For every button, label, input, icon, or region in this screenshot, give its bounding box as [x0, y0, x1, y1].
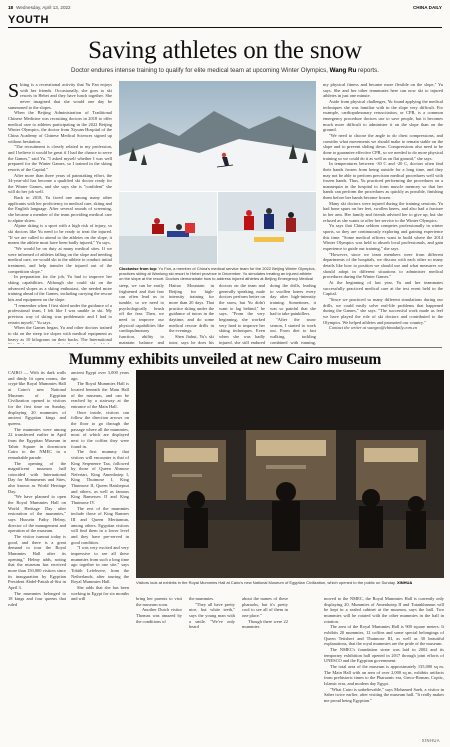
paragraph: When the Beijing Administration of Traditional Chinese Medicine was recruiting doctors in 2018 to offer medical care to athletes participating in the 2022 Beijing Winter Olympics, the doctor from Xiyuan Hospital of the China Academy of Chinese Medical Sciences signed up without hesitation. [8, 110, 112, 144]
paragraph: The area of the Royal Mummies Hall is 900 square meters. It exhibits 20 mummies, 12 coffins and some special belongings of Queen Tetisheri and Thutmose III, as well as 30 beautiful explanations, that the royal mummies are the pride of the museum. [324, 624, 444, 647]
headline-2: Mummy exhibits unveiled at new Cairo museum [68, 351, 382, 368]
paragraph: "I remember when I first skied under the guidance of a professional team, I felt like I was unable to ski. My previous way of skiing was problematic and I had to retrain myself," Yu says. [8, 302, 112, 325]
paragraph: In preparation for the job, Yu had to improve her skiing capabilities. Although she could ski on the advanced slopes as a skiing enthusiast, she needed more training ahead of the Games, including carrying the rescue kits and equipment on the slope. [8, 274, 112, 302]
paragraph: At the beginning of last year, Yu and her teammates successfully practiced medical care at the test event held in the Capital. [323, 279, 443, 297]
section-title: YOUTH [8, 14, 442, 28]
paragraph: "We need to choose the angle to do chest compressions, and consider what movements we should make to remain stable on the slope and to prevent sliding down. Compressions also need to be done to guarantee effective CPR, so we needed to do more physical training so we could do it as well as on flat ground," she says. [323, 132, 443, 161]
paragraph: The visitor turnout today is good, and there is a great demand to tour the Royal Mummies Hall after its opening," Helmy adds, noting that the museum has received more than 150,000 visitors since its inauguration by Egyptian President Abdel-Fattah al-Sisi in April 3. [8, 534, 66, 590]
contact-line: Contact the writer at wangru@chinadaily.com.cn [329, 325, 418, 331]
paragraph: moved to the NMEC, the Royal Mummies Hall is currently only displaying 20. Mummies of Amenhotep II and Tutankhamun will be kept in a sealed cabinet at the museum, says the hall. Two mummies will be rotated with the other mummies in the hall in rotation. [324, 596, 444, 624]
paragraph: doctors on the team and generally speaking, male doctors perform better on the snow, but Yu didn't want to lag behind," he says. "From the very beginning, she worked very hard to improve her skiing techniques. Even when she was badly injured, she still endured [219, 283, 265, 345]
article1-column-2 [119, 283, 164, 345]
paragraph: Back in 2018, Yu faced one among many other applicants with her proficiency in medical care, skiing and the English language. After several rounds of screening, she became a member of the team providing medical care to alpine skiers. [8, 195, 112, 223]
paragraph: "However, since we team members were from different departments of the hospitals, we discuss with each other so many details like how to position we should use and what measures we should adopt in different situations to administer medical procedures during the Winter Games." [323, 251, 443, 280]
article2-column-1 [8, 370, 66, 730]
deck-text: Doctor endures intense training to qualify for elite medical team at upcoming Winter Olympics, [71, 67, 328, 74]
photo-caption-1 [119, 266, 316, 282]
photo-caption-2 [136, 580, 444, 593]
paragraph: The NMEC's foundation stone was laid in 2002 and its temporary exhibition hall opened in 2017 through joint efforts of UNESCO and the Egyptian government. [324, 646, 444, 664]
article1-column-6 [323, 82, 443, 345]
article-divider [8, 347, 442, 348]
paragraph: The total area of the museum is approximately 135,000 sq m. The Main Hall with an area of over 2,000 sq m, exhibits artifacts from prehistoric times to the Pharaonic era, Greco-Roman, Coptic, Islamic eras, and modern day Egypt. [324, 663, 444, 686]
paragraph: Yu says that China seldom competes professionally in winter sports, so they are continuously exploring and gaining experience this time. "Some medical officers want to build where the 2014 Winter Olympics was held to absorb local professionals, and gain experience to guide our training," she says. [323, 223, 443, 252]
paper-name: CHINA DAILY [412, 5, 442, 10]
paragraph: Shen Jiahui, Yu's ski tutor, says he does his [169, 333, 214, 345]
paragraph: Aside from physical challenges, Yu found applying the medical techniques she was familiar with in the slope very difficult. For example, cardiopulmonary resuscitation, or CPR, is a common emergency procedure doctors use to save people, but it becomes much more difficult to administer it on the slope than on the ground. [323, 98, 443, 133]
paragraph: She adds that she has been working in Egypt for six months and will [71, 584, 129, 602]
paragraph: Once inside, visitors can follow the direction arrows on the floor to go through the passage where all the mummies, most of which are displayed next to the coffins they were found in. [71, 409, 129, 449]
paragraph: Though there were 22 mummies [242, 618, 288, 630]
paragraph: "The recruitment is closely related to my profession, and I believe it would be great if I had the chance to serve the Games," said Yu. "I asked myself whether I was well prepared for the Winter Games, so I trained in the skiing resorts of the Capital." [8, 144, 112, 172]
paragraph: Many ski doctors were injured during the training sessions. Yu had bone spurs on her feet, swollen knees, and also had a fracture in her arm. Her family and friends advised her to give up, but she refused as she wants to offer her service to the Winter Olympics. [323, 200, 443, 223]
paragraph: about the names of these pharaohs, but it's pretty cool to see all of them in one place." [242, 596, 288, 618]
drop-cap: S [8, 82, 20, 102]
paragraph: "After the snow season, I started to work out. From diet to fast walking, tackling combined with running, [270, 316, 316, 345]
paragraph: the mummies. [189, 596, 215, 601]
paragraph: ancient Egypt over 3,000 years ago. [71, 370, 129, 381]
issue-date: Wednesday, April 13, 2022 [16, 5, 71, 10]
caption-credit [154, 281, 225, 282]
caption-text: Yu Fan, a member of China's medical service team for the 2022 Beijing Winter Olympics, practices skiing at Wanlong ski resort in Hebei province in December. Yu simulates treating an injured athlete on the slope at the resort. Doctors demonstrate how to address injured athletes at Beijing Emergency Medical [119, 266, 316, 281]
article1-column-1 [8, 82, 112, 344]
deck [0, 67, 450, 74]
paragraph: The mummies were among 22 transferred earlier in April from the Egyptian Museum in Tahrir Square in downtown Cairo to the NMEC in a remarkable parade. [8, 426, 66, 460]
paragraph: The rest of the mummies include those of King Ramses III and Queen Meritamun, among others. Egyptian visitors will find them in a lower level and they have pre-served in good condition. [71, 505, 129, 545]
caption-lead: Clockwise from top: [119, 266, 158, 271]
paragraph: Alpine skiing is a sport with a high risk of injury, so ski doctors like Yu need to be ready to treat the injured. "If we are called to attend to the athletes on the slope, it means the athlete must have been badly injured," Yu says. [8, 223, 112, 246]
byline: Wang Ru [329, 67, 357, 74]
article2-column-5 [242, 596, 288, 636]
paragraph: The mummies belonged to 18 kings and four queens that ruled [8, 590, 66, 607]
paragraph: The first mummy that visitors will encounter is that of King Seqenenre Taa, followed by those of Queen Ahmose Nefertari, King Amenhotep I, King Thutmose I, King Thutmose II, Queen Hatshepsut and others, as well as famous King Ramesses II and King Thutmose IV. [71, 449, 129, 506]
photo-skiing-collage [119, 81, 316, 264]
paragraph: "We have planned to open the Royal Mummies Hall on World Heritage Day after restoration of the mummies," says Hussein Fathy Helmy, director of the management and operation of the museum. [8, 494, 66, 534]
article1-column-4 [219, 283, 265, 345]
article2-column-4 [189, 596, 235, 636]
paragraph: steep, we can be easily frightened and that fear can often lead us to tumble, so we need to psychologically brush off the fear. Then, we need to improve our physical capabilities like cardiopulmonary function, ability to maintain balance and [119, 283, 164, 345]
paragraph: my physical fitness and became more flexible on the slope," Yu says. She and her other teammates here can now ski to injured athletes in just one minute. [323, 82, 443, 99]
article1-column-3 [169, 283, 214, 345]
article2-column-2 [71, 370, 129, 730]
caption-2-text: Visitors look at exhibits in the Royal Mummies Hall at Cairo's new National Museum of Egyptian Civilization, which opened to the public on Sunday. [136, 580, 396, 585]
paragraph: "What Cairo is unbelievable," says Mohamed Saeb, a visitor in Saber twice earlier, after visiting the museum hall. "It really makes me proud being Egyptian." [324, 686, 444, 703]
caption-2-credit: XINHUA [396, 580, 413, 585]
folio-left [8, 5, 71, 10]
paragraph: The opening of the magnificent museum hall coincided with International Day for Monuments and Sites, also known as World Heritage Day. [8, 460, 66, 494]
paragraph: Another Dutch visitor Thomas was amazed by the conditions of [136, 607, 182, 624]
article1-column-5 [270, 283, 316, 345]
paragraph: In temperatures between -30 C and -20 C, doctors often find their hands frozen from being outside for a long time, and they may not be able to perform precision medical procedures well with frozen hands. Thus, Yu practiced performing the procedures on a mannequin in the hospital to form muscle memory so that her hands can perform the procedures as quickly as possible, finishing them before her hands become frozen. [323, 161, 443, 201]
headline: Saving athletes on the snow [88, 37, 362, 64]
article2-column-6 [324, 596, 444, 736]
paragraph: kiing is a recreational activity that Yu Fan enjoys with her friends. Occasionally, she goes to ski resorts in Hebei and they have lunch together. She never imagined that she would one day be summoned to the slopes. [8, 82, 112, 110]
paragraph: The Royal Mummies Hall is located beneath the Main Hall of the museum, and can be reached by a stairway at the entrance of the Main Hall. [71, 381, 129, 409]
skiing-photo-image [119, 81, 316, 264]
paragraph: Haituo Mountain in Beijing for high-intensity training for more than 20 days. That practice skiing under the guidance of tutors in the daytime, and do some medical rescue drills in the evenings. [169, 283, 214, 334]
byline-suffix: reports. [357, 67, 379, 74]
mummy-hall-photo-image [136, 370, 444, 578]
paragraph: doing the drills, leading to swollen knees every day after high-intensity training. Sometimes, it was so painful that she had to take painkillers. [270, 283, 316, 317]
paragraph: bring her parents to visit the museum soon. [136, 596, 182, 607]
paragraph: "Since we practiced so many different simulations during our drills, we could easily solve real-life problems that happened during the Games," she says. "The successful work made us feel we have played the role of ski doctors and contributed to the Olympics. We helped athletes and promoted our country." [323, 296, 443, 325]
page-folio [8, 5, 442, 13]
paragraph: When the Games began, Yu and other doctors trained to ski on the steep ice slopes with medical equipment as heavy as 10 kilograms on their backs. The International [8, 325, 112, 342]
footer-credit: XINHUA [421, 738, 440, 743]
photo-mummies-hall [136, 370, 444, 578]
paragraph: "They all have pretty nice, but white teeth," says the young man with a smile. "We've only heard [189, 601, 235, 630]
paragraph: "We would be on duty at many medical sites. If we were informed of athletes falling on the slope and needing medical care, we would ski to the athlete to conduct initial treatment, and help transfer the injured out of the competition slope." [8, 246, 112, 274]
paragraph: CAIRO — With its dark walls and dimly lit open rooms, the crypt-like Royal Mummies Hall at Cairo's new National Museum of Egyptian Civilization opened to visitors for the first time on Sunday, displaying 20 mummies of ancient Egyptian kings and queens. [8, 370, 66, 426]
article2-column-3 [136, 596, 182, 636]
paragraph: "I was very excited and very impressive to see all these mummies from such a long time ago together in one site," says Tobith Lefebvere, from the Netherlands, after touring the Royal Mummies Hall. [71, 545, 129, 585]
paragraph: After more than three years of painstaking effort, the 34-year-old has become a qualified ski doctor ready for the Winter Games, and she says she is "confident" she will do her job well. [8, 172, 112, 195]
page-number: 18 [8, 5, 14, 10]
